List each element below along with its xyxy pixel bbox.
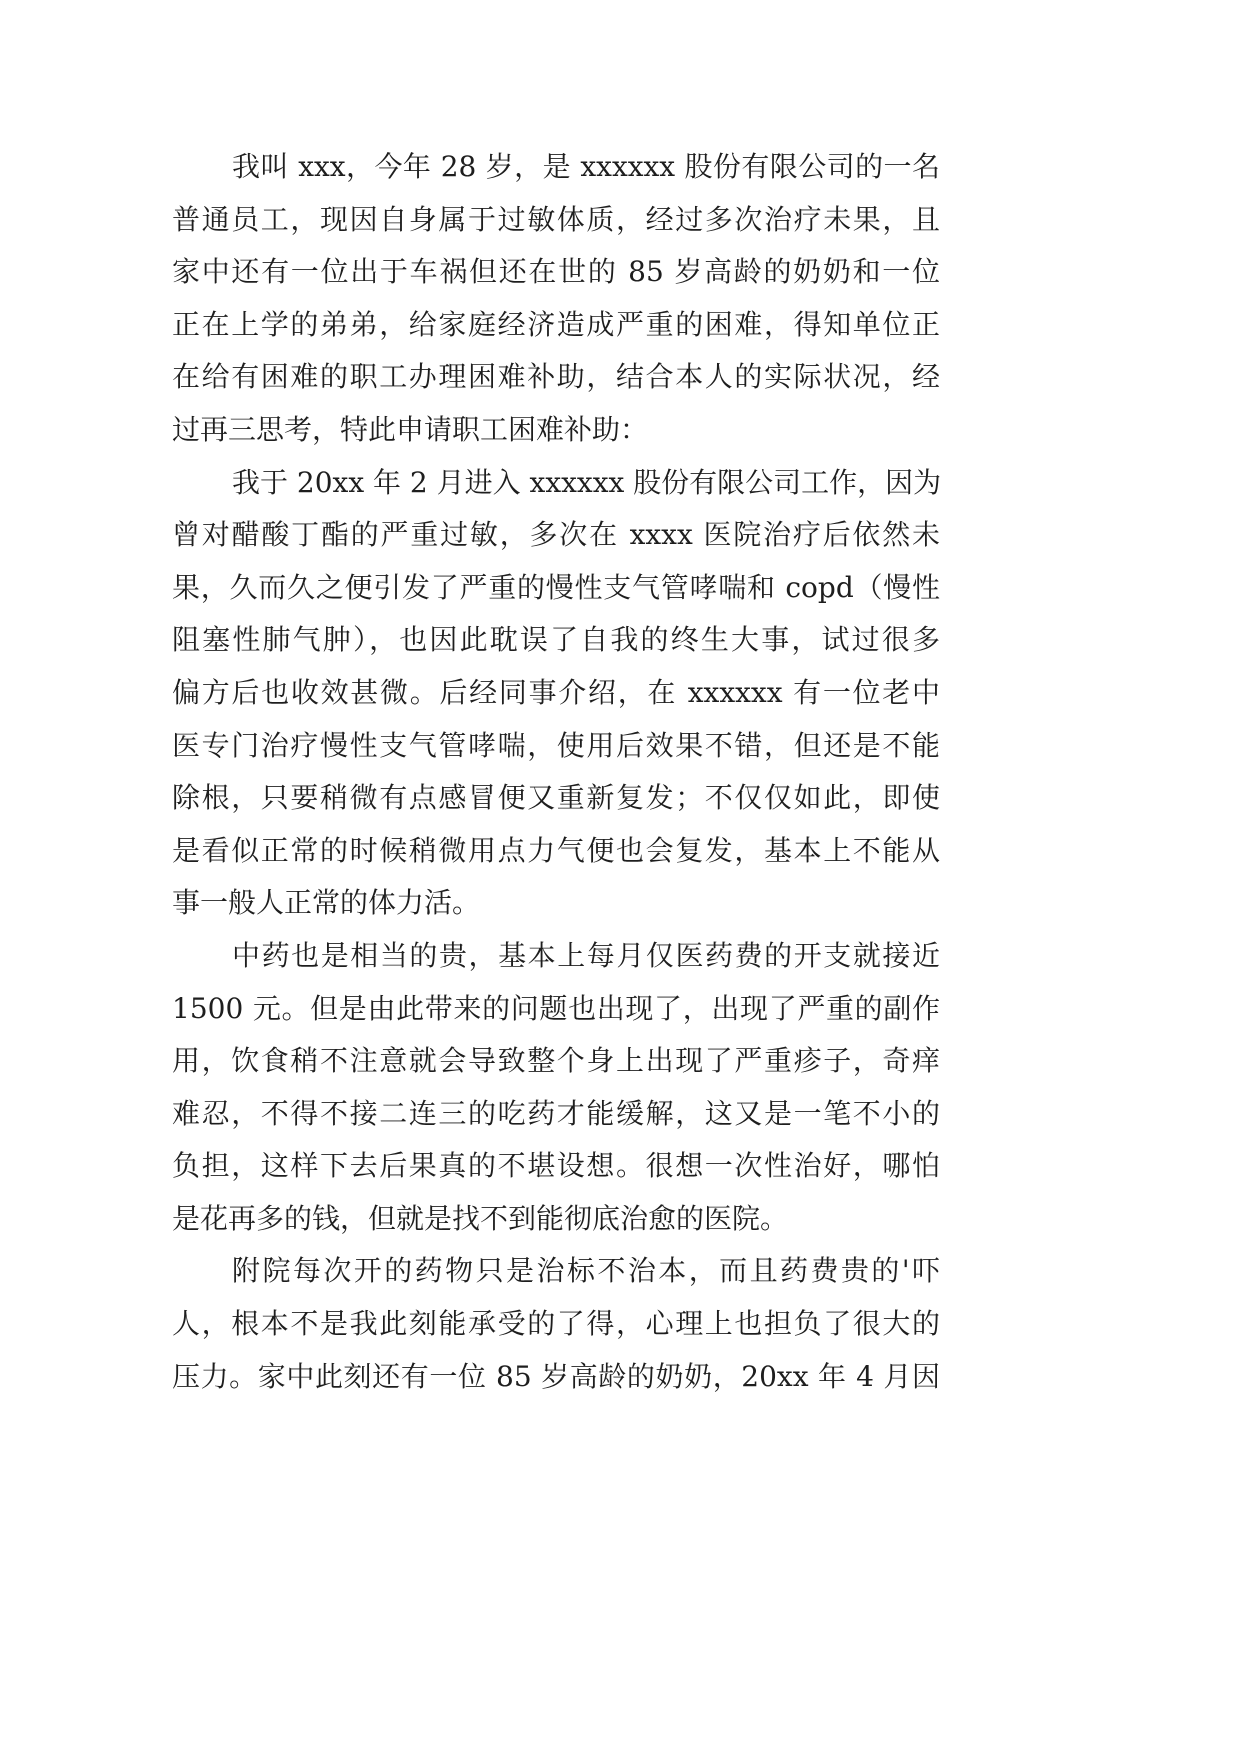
text-line: 压力。家中此刻还有一位 85 岁高龄的奶奶，20xx 年 4 月因 (172, 1359, 940, 1393)
text-line: 事一般人正常的体力活。 (172, 886, 481, 920)
text-line: 1500 元。但是由此带来的问题也出现了，出现了严重的副作 (172, 991, 940, 1025)
paragraph-4 (172, 1245, 940, 1403)
text-line: 难忍，不得不接二连三的吃药才能缓解，这又是一笔不小的 (172, 1096, 940, 1130)
text-line: 中药也是相当的贵，基本上每月仅医药费的开支就接近 (232, 938, 940, 972)
paragraph-2 (172, 457, 940, 930)
document-body (172, 141, 940, 1403)
text-line: 果，久而久之便引发了严重的慢性支气管哮喘和 copd（慢性 (172, 570, 940, 604)
paragraph-1 (172, 141, 940, 457)
text-line: 我于 20xx 年 2 月进入 xxxxxx 股份有限公司工作，因为 (232, 465, 942, 499)
text-line: 除根，只要稍微有点感冒便又重新复发；不仅仅如此，即使 (172, 781, 940, 815)
text-line: 阻塞性肺气肿），也因此耽误了自我的终生大事，试过很多 (172, 623, 940, 657)
text-line: 家中还有一位出于车祸但还在世的 85 岁高龄的奶奶和一位 (172, 255, 940, 289)
text-line: 附院每次开的药物只是治标不治本，而且药费贵的'吓 (232, 1254, 940, 1288)
text-line: 在给有困难的职工办理困难补助，结合本人的实际状况，经 (172, 360, 940, 394)
text-line: 我叫 xxx，今年 28 岁，是 xxxxxx 股份有限公司的一名 (232, 150, 940, 183)
text-line: 负担，这样下去后果真的不堪设想。很想一次性治好，哪怕 (172, 1149, 940, 1183)
text-line: 过再三思考，特此申请职工困难补助： (172, 412, 649, 446)
text-line: 医专门治疗慢性支气管哮喘，使用后效果不错，但还是不能 (172, 728, 940, 762)
text-line: 正在上学的弟弟，给家庭经济造成严重的困难，得知单位正 (172, 307, 940, 341)
text-line: 偏方后也收效甚微。后经同事介绍，在 xxxxxx 有一位老中 (172, 675, 940, 709)
text-line: 普通员工，现因自身属于过敏体质，经过多次治疗未果，且 (172, 202, 940, 236)
text-line: 人，根本不是我此刻能承受的了得，心理上也担负了很大的 (172, 1307, 940, 1341)
text-line: 曾对醋酸丁酯的严重过敏，多次在 xxxx 医院治疗后依然未 (172, 518, 940, 552)
paragraph-3 (172, 930, 940, 1246)
text-line: 是花再多的钱，但就是找不到能彻底治愈的医院。 (172, 1201, 789, 1235)
text-line: 用，饮食稍不注意就会导致整个身上出现了严重疹子，奇痒 (172, 1044, 940, 1078)
text-line: 是看似正常的时候稍微用点力气便也会复发，基本上不能从 (172, 833, 940, 867)
